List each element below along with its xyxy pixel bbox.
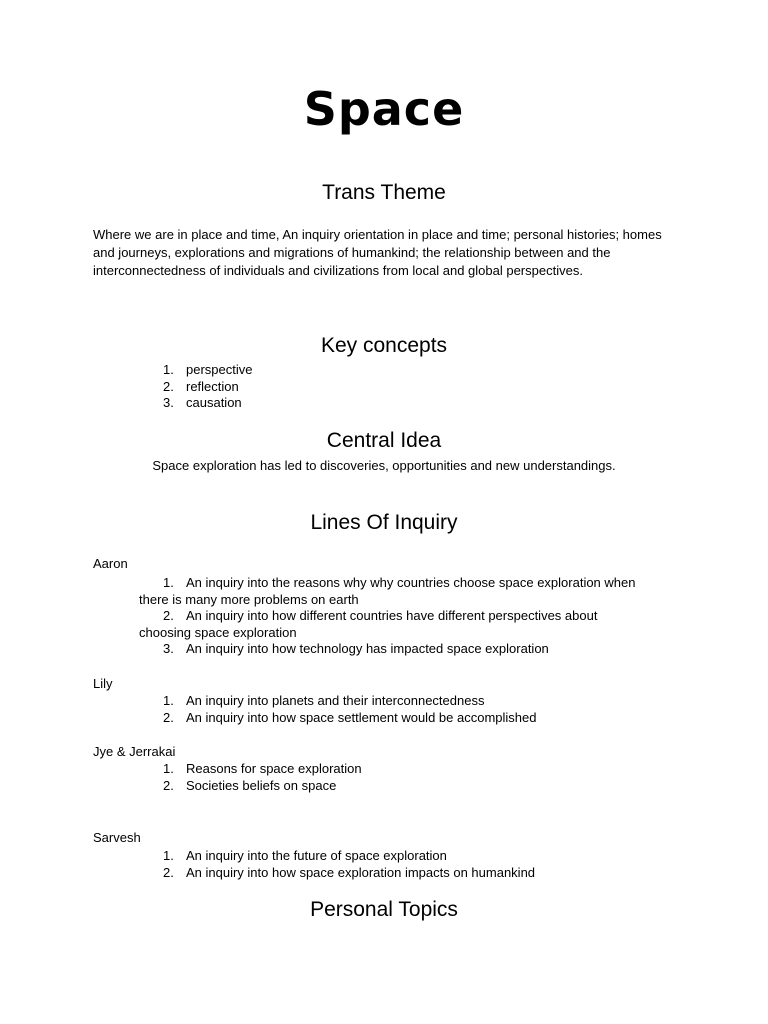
key-concepts-heading: Key concepts [320, 334, 448, 357]
document-title: Space [303, 82, 465, 136]
list-item: 1. An inquiry into planets and their interconnectedness [163, 693, 485, 708]
trans-theme-text: Where we are in place and time, An inquiry orientation in place and time; personal histories; homes and journeys, explorations and migrations of humankind; the relationship between and the interconnectedness of individuals and civilizations from local and global perspectives. [93, 227, 662, 278]
list-item: 2. An inquiry into how different countries have different perspectives about choosing space exploration [139, 608, 598, 640]
list-item: 2. An inquiry into how space settlement would be accomplished [163, 709, 537, 725]
inquiry-list-lily [139, 693, 659, 726]
group-name-sarvesh: Sarvesh [93, 830, 141, 845]
group-name-aaron: Aaron [93, 556, 128, 571]
list-item: 1. An inquiry into the reasons why why countries choose space exploration when there is many more problems on earth [139, 575, 636, 607]
personal-topics-heading: Personal Topics [310, 898, 458, 921]
list-item: 1. perspective [163, 362, 253, 377]
group-name-jye-jerrakai: Jye & Jerrakai [93, 744, 176, 759]
list-item: 2. reflection [163, 378, 239, 394]
central-idea-heading: Central Idea [326, 429, 442, 452]
lines-of-inquiry-heading: Lines Of Inquiry [310, 511, 458, 534]
list-item: 3. An inquiry into how technology has impacted space exploration [163, 641, 549, 656]
trans-theme-heading: Trans Theme [322, 181, 446, 204]
list-item: 1. An inquiry into the future of space exploration [163, 848, 447, 863]
list-item: 1. Reasons for space exploration [163, 761, 362, 776]
list-item: 2. An inquiry into how space exploration impacts on humankind [163, 864, 536, 880]
group-name-lily: Lily [93, 676, 113, 691]
list-item: 3. causation [163, 395, 242, 410]
central-idea-text: Space exploration has led to discoveries, opportunities and new understandings. [152, 458, 616, 473]
list-item: 2. Societies beliefs on space [163, 777, 337, 793]
key-concepts-list [139, 362, 659, 412]
inquiry-list-jye-jerrakai [139, 761, 659, 794]
inquiry-list-sarvesh [139, 848, 659, 881]
inquiry-list-aaron [139, 575, 644, 658]
